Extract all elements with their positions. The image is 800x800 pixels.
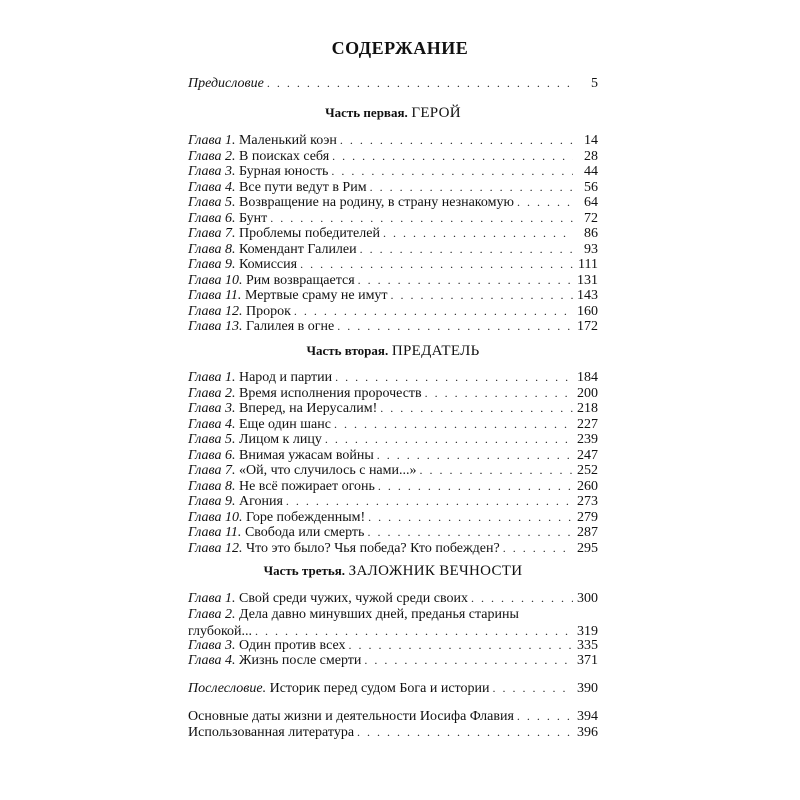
- leader-dots: [357, 724, 573, 741]
- chapter-title-continued: глубокой...: [188, 623, 253, 639]
- leader-dots: [420, 462, 574, 479]
- chapter-title: Маленький коэн: [238, 133, 337, 148]
- page-number: 394: [577, 709, 598, 724]
- leader-dots: [270, 210, 573, 227]
- leader-dots: [517, 194, 573, 211]
- leader-dots: [340, 132, 573, 149]
- toc-entry-chapter[interactable]: [188, 493, 598, 510]
- chapter-title: Что это было? Чья победа? Кто побежден?: [245, 540, 500, 556]
- chapter-number: Глава 4.: [188, 179, 236, 195]
- chapter-number: Глава 11.: [188, 288, 242, 303]
- page-number: 260: [577, 478, 598, 494]
- chapter-number: Глава 2.: [188, 148, 236, 164]
- leader-dots: [425, 385, 573, 402]
- chapter-title: Возвращение на родину, в страну незнакомую: [238, 195, 514, 210]
- page-number: 396: [577, 725, 598, 740]
- toc-entry-chapter[interactable]: [188, 431, 598, 448]
- toc-entry-literature[interactable]: [188, 724, 598, 741]
- toc-entry-chapter[interactable]: [188, 210, 598, 227]
- chapter-title: Бурная юность: [238, 164, 329, 179]
- page-number: 252: [577, 463, 598, 478]
- page-number: 93: [584, 241, 598, 257]
- chapter-title: Все пути ведут в Рим: [238, 179, 367, 195]
- chapter-title: В поисках себя: [238, 148, 330, 164]
- page-number: 131: [577, 272, 598, 288]
- chapter-title: Пророк: [245, 303, 291, 319]
- chapter-number: Глава 8.: [188, 241, 236, 257]
- part-heading-3: [188, 563, 598, 580]
- leader-dots: [331, 163, 573, 180]
- page-number: 172: [577, 319, 598, 334]
- leader-dots: [367, 524, 573, 541]
- chapter-title: Рим возвращается: [245, 272, 355, 288]
- part-name: ЗАЛОЖНИК ВЕЧНОСТИ: [348, 563, 523, 579]
- toc-entry-chapter[interactable]: [188, 416, 598, 433]
- toc-entry-afterword[interactable]: [188, 680, 598, 697]
- page-number: 247: [577, 447, 598, 463]
- toc-entry-chapter[interactable]: [188, 241, 598, 258]
- leader-dots: [360, 241, 573, 258]
- chapter-number: Глава 1.: [188, 370, 236, 385]
- chapter-number: Глава 12.: [188, 540, 243, 556]
- toc-entry-chapter[interactable]: [188, 132, 598, 149]
- toc-entry-chapter[interactable]: [188, 462, 598, 479]
- toc-entry-chapter[interactable]: [188, 256, 598, 273]
- leader-dots: [267, 75, 573, 92]
- page-number: 273: [577, 494, 598, 509]
- toc-entry-chapter[interactable]: [188, 385, 598, 402]
- toc-entry-chapter[interactable]: [188, 540, 598, 557]
- page-number: 86: [584, 226, 598, 241]
- page-number: 319: [577, 623, 598, 639]
- page-number: 14: [584, 133, 598, 148]
- chapter-title: Свой среди чужих, чужой среди своих: [238, 591, 468, 606]
- page-number: 300: [577, 591, 598, 606]
- chapter-title: Комиссия: [238, 257, 298, 272]
- chapter-number: Глава 2.: [188, 606, 236, 622]
- chapter-number: Глава 5.: [188, 432, 236, 447]
- chapter-number: Глава 3.: [188, 637, 236, 653]
- chapter-number: Глава 12.: [188, 303, 243, 319]
- chapter-title: Еще один шанс: [238, 416, 331, 432]
- chapter-number: Глава 11.: [188, 525, 242, 540]
- leader-dots: [391, 287, 573, 304]
- page-number: 279: [577, 509, 598, 525]
- chapter-title: Агония: [238, 494, 283, 509]
- chapter-title: Мертвые сраму не имут: [244, 288, 388, 303]
- leader-dots: [358, 272, 573, 289]
- chapter-title: Дела давно минувших дней, преданья старины: [238, 606, 519, 622]
- page-number: 287: [577, 525, 598, 540]
- afterword-title: Историк перед судом Бога и истории: [269, 681, 490, 696]
- leader-dots: [325, 431, 573, 448]
- leader-dots: [378, 478, 573, 495]
- chapter-title: Галилея в огне: [245, 319, 335, 334]
- part-label: Часть третья.: [263, 563, 346, 578]
- chapter-number: Глава 13.: [188, 319, 243, 334]
- chapter-number: Глава 7.: [188, 463, 236, 478]
- leader-dots: [471, 590, 573, 607]
- leader-dots: [335, 369, 573, 386]
- page-number: 143: [577, 288, 598, 303]
- leader-dots: [503, 540, 573, 557]
- page-number: 218: [577, 401, 598, 416]
- leader-dots: [332, 148, 573, 165]
- toc-entry-chapter[interactable]: [188, 179, 598, 196]
- leader-dots: [300, 256, 573, 273]
- page-number: 56: [584, 179, 598, 195]
- toc-entry-chapter[interactable]: [188, 447, 598, 464]
- chapter-number: Глава 10.: [188, 272, 243, 288]
- toc-entry-chapter[interactable]: [188, 225, 598, 242]
- chapter-title: Жизнь после смерти: [238, 653, 362, 668]
- chapter-number: Глава 10.: [188, 509, 243, 525]
- chapter-title: Горе побежденным!: [245, 509, 366, 525]
- toc-entry-chapter[interactable]: [188, 606, 598, 640]
- chapter-title: Время исполнения пророчеств: [238, 385, 422, 401]
- part-label: Часть первая.: [325, 105, 408, 120]
- page-number: 111: [578, 257, 598, 272]
- chapter-number: Глава 9.: [188, 257, 236, 272]
- chapter-number: Глава 2.: [188, 385, 236, 401]
- toc-entry-chapter[interactable]: [188, 590, 598, 607]
- page-title: СОДЕРЖАНИЕ: [331, 38, 469, 58]
- chapter-number: Глава 1.: [188, 133, 236, 148]
- page-number: 5: [591, 76, 598, 91]
- leader-dots: [380, 400, 573, 417]
- leader-dots: [294, 303, 573, 320]
- chapter-number: Глава 3.: [188, 164, 236, 179]
- page-number: 335: [577, 637, 598, 653]
- chapter-title: «Ой, что случилось с нами...»: [238, 463, 417, 478]
- toc-entry-chapter[interactable]: [188, 637, 598, 654]
- toc-entry-chapter[interactable]: [188, 163, 598, 180]
- literature-label: Использованная литература: [188, 725, 355, 740]
- toc-entry-chapter[interactable]: [188, 303, 598, 320]
- chapter-number: Глава 6.: [188, 447, 236, 463]
- part-heading-2: [188, 343, 598, 360]
- leader-dots: [517, 708, 573, 725]
- page-number: 390: [577, 681, 598, 696]
- dates-label: Основные даты жизни и деятельности Иосифа Флавия: [188, 709, 514, 724]
- toc-entry-chapter[interactable]: [188, 478, 598, 495]
- chapter-title: Народ и партии: [238, 370, 333, 385]
- page-number: 184: [577, 370, 598, 385]
- page-number: 28: [584, 148, 598, 164]
- page-number: 371: [577, 653, 598, 668]
- chapter-title: Один против всех: [238, 637, 346, 653]
- part-name: ГЕРОЙ: [411, 105, 461, 121]
- page-number: 44: [584, 164, 598, 179]
- leader-dots: [370, 179, 573, 196]
- chapter-title: Внимая ужасам войны: [238, 447, 374, 463]
- toc-entry-chapter[interactable]: [188, 287, 598, 304]
- chapter-title: Проблемы победителей: [238, 226, 380, 241]
- leader-dots: [492, 680, 573, 697]
- chapter-title: Свобода или смерть: [244, 525, 365, 540]
- toc-entry-chapter[interactable]: [188, 400, 598, 417]
- leader-dots: [286, 493, 573, 510]
- part-label: Часть вторая.: [306, 343, 389, 358]
- preface-label: Предисловие: [188, 76, 264, 91]
- chapter-title: Не всё пожирает огонь: [238, 478, 375, 494]
- afterword-label: Послесловие.: [188, 681, 267, 696]
- toc-entry-chapter[interactable]: [188, 652, 598, 669]
- leader-dots: [334, 416, 573, 433]
- chapter-number: Глава 7.: [188, 226, 236, 241]
- toc-entry-chapter[interactable]: [188, 369, 598, 386]
- leader-dots: [377, 447, 573, 464]
- toc-entry-dates[interactable]: [188, 708, 598, 725]
- chapter-number: Глава 8.: [188, 478, 236, 494]
- leader-dots: [368, 509, 573, 526]
- part-name: ПРЕДАТЕЛЬ: [391, 343, 480, 359]
- toc-entry-chapter[interactable]: [188, 524, 598, 541]
- chapter-title: Вперед, на Иерусалим!: [238, 401, 378, 416]
- chapter-number: Глава 4.: [188, 653, 236, 668]
- chapter-number: Глава 4.: [188, 416, 236, 432]
- page-number: 160: [577, 303, 598, 319]
- chapter-title: Комендант Галилеи: [238, 241, 357, 257]
- chapter-title: Лицом к лицу: [238, 432, 322, 447]
- toc-entry-chapter[interactable]: [188, 318, 598, 335]
- chapter-number: Глава 9.: [188, 494, 236, 509]
- part-heading-1: [188, 105, 598, 122]
- chapter-number: Глава 6.: [188, 210, 236, 226]
- leader-dots: [383, 225, 573, 242]
- chapter-title: Бунт: [238, 210, 268, 226]
- leader-dots: [349, 637, 574, 654]
- toc-entry-chapter[interactable]: [188, 194, 598, 211]
- toc-entry-chapter[interactable]: [188, 148, 598, 165]
- leader-dots: [337, 318, 573, 335]
- page-number: 64: [584, 195, 598, 210]
- page-number: 295: [577, 540, 598, 556]
- page-number: 200: [577, 385, 598, 401]
- chapter-number: Глава 3.: [188, 401, 236, 416]
- page-number: 239: [577, 432, 598, 447]
- toc-entry-chapter[interactable]: [188, 509, 598, 526]
- page-number: 227: [577, 416, 598, 432]
- chapter-number: Глава 5.: [188, 195, 236, 210]
- toc-entry-chapter[interactable]: [188, 272, 598, 289]
- page-number: 72: [584, 210, 598, 226]
- leader-dots: [364, 652, 573, 669]
- chapter-number: Глава 1.: [188, 591, 236, 606]
- toc-entry-preface[interactable]: [188, 75, 598, 92]
